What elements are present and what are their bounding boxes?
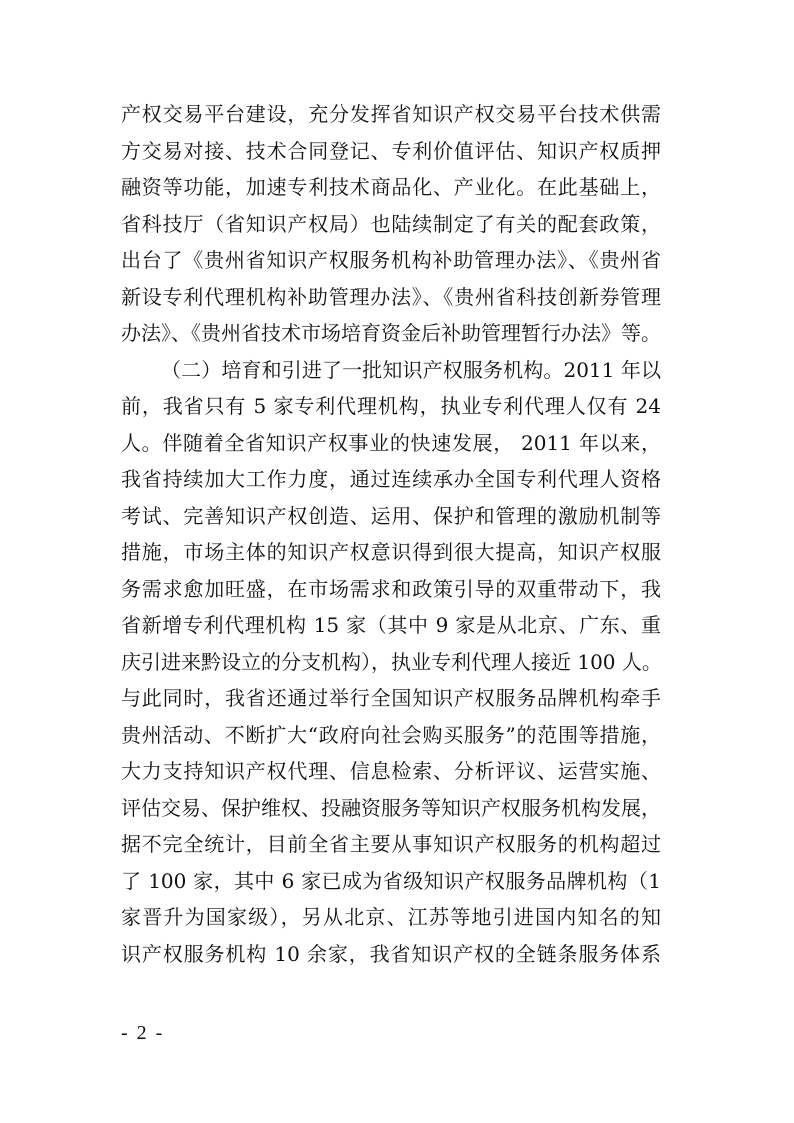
text-line: 庆引进来黔设立的分支机构），执业专利代理人接近 100 人。 xyxy=(121,649,662,674)
text-line: 办法》、《贵州省技术市场培育资金后补助管理暂行办法》等。 xyxy=(121,321,661,345)
text-line: 据不完全统计，目前全省主要从事知识产权服务的机构超过 xyxy=(121,832,661,856)
text-line: 评估交易、保护维权、投融资服务等知识产权服务机构发展， xyxy=(121,795,661,820)
text-line: 大力支持知识产权代理、信息检索、分析评议、运营实施、 xyxy=(121,759,661,783)
text-line: 省新增专利代理机构 15 家（其中 9 家是从北京、广东、重 xyxy=(121,613,661,637)
text-line: 新设专利代理机构补助管理办法》、《贵州省科技创新券管理 xyxy=(121,284,661,309)
text-line: 方交易对接、技术合同登记、专利价值评估、知识产权质押 xyxy=(121,138,661,163)
paragraph-2 xyxy=(121,352,661,973)
text-line: 融资等功能，加速专利技术商品化、产业化。在此基础上， xyxy=(121,175,661,199)
text-line: 人。伴随着全省知识产权事业的快速发展， 2011 年以来， xyxy=(121,430,661,455)
text-line: 识产权服务机构 10 余家，我省知识产权的全链条服务体系 xyxy=(121,941,661,966)
text-line: 与此同时，我省还通过举行全国知识产权服务品牌机构牵手 xyxy=(121,686,661,710)
page-number: - 2 - xyxy=(121,1022,165,1044)
paragraph-1 xyxy=(121,96,661,352)
text-line: 措施，市场主体的知识产权意识得到很大提高，知识产权服 xyxy=(121,540,661,564)
text-line: 省科技厅（省知识产权局）也陆续制定了有关的配套政策， xyxy=(121,211,661,236)
text-line: 出台了《贵州省知识产权服务机构补助管理办法》、《贵州省 xyxy=(121,248,661,272)
text-line: 考试、完善知识产权创造、运用、保护和管理的激励机制等 xyxy=(121,503,661,528)
text-line: 贵州活动、不断扩大“政府向社会购买服务”的范围等措施， xyxy=(121,722,661,747)
text-line: 家晋升为国家级），另从北京、江苏等地引进国内知名的知 xyxy=(121,905,661,929)
text-line: 前，我省只有 5 家专利代理机构，执业专利代理人仅有 24 xyxy=(121,394,661,418)
text-line: 产权交易平台建设，充分发挥省知识产权交易平台技术供需 xyxy=(121,102,661,126)
body-text xyxy=(121,96,661,972)
text-line: 了 100 家，其中 6 家已成为省级知识产权服务品牌机构（1 xyxy=(121,868,661,893)
text-line: 我省持续加大工作力度，通过连续承办全国专利代理人资格 xyxy=(121,467,661,491)
text-line: （二）培育和引进了一批知识产权服务机构。2011 年以 xyxy=(161,357,661,382)
text-line: 务需求愈加旺盛，在市场需求和政策引导的双重带动下，我 xyxy=(121,576,661,601)
